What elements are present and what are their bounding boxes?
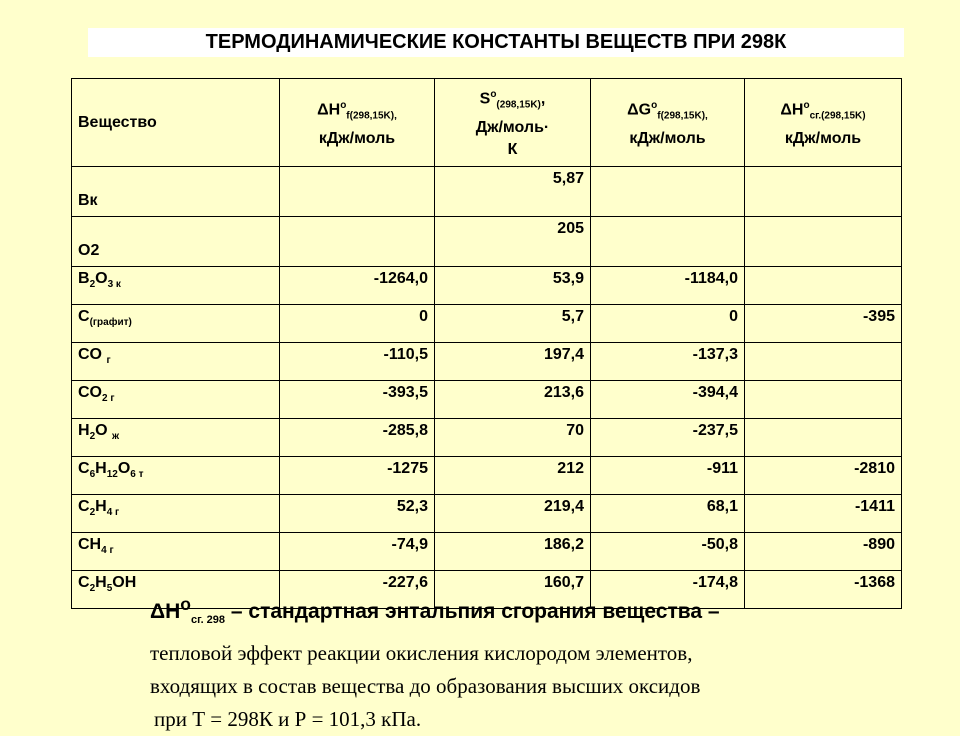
cell-substance: $C_2H_{4 г}$ bbox=[72, 495, 280, 533]
cell-s: 213,6 bbox=[435, 381, 591, 419]
cell-dh: 52,3 bbox=[280, 495, 435, 533]
cell-dg: 0 bbox=[591, 305, 745, 343]
cell-substance: $B_2O_{3 к}$ bbox=[72, 267, 280, 305]
cell-dh: -1275 bbox=[280, 457, 435, 495]
thermo-constants-table bbox=[71, 78, 902, 609]
cell-dhc bbox=[745, 343, 902, 381]
cell-substance: CO $_г$ bbox=[72, 343, 280, 381]
cell-s: 5,7 bbox=[435, 305, 591, 343]
cell-dg: -1184,0 bbox=[591, 267, 745, 305]
cell-s: 70 bbox=[435, 419, 591, 457]
cell-dg: -237,5 bbox=[591, 419, 745, 457]
cell-substance: О2 bbox=[72, 217, 280, 267]
cell-dh: -110,5 bbox=[280, 343, 435, 381]
cell-dh: -1264,0 bbox=[280, 267, 435, 305]
header-entropy: $S^o_{(298,15K)}$, Дж/моль· К bbox=[435, 79, 591, 167]
table-row bbox=[72, 343, 902, 381]
cell-s: 219,4 bbox=[435, 495, 591, 533]
cell-dhc: -2810 bbox=[745, 457, 902, 495]
cell-dh: -285,8 bbox=[280, 419, 435, 457]
header-enthalpy-formation: $\Delta H^o_{f(298,15K),}$ кДж/моль bbox=[280, 79, 435, 167]
cell-dh: -227,6 bbox=[280, 571, 435, 609]
cell-dhc: -1411 bbox=[745, 495, 902, 533]
cell-dg: -911 bbox=[591, 457, 745, 495]
table-row bbox=[72, 267, 902, 305]
table-row bbox=[72, 381, 902, 419]
cell-dg bbox=[591, 167, 745, 217]
cell-dhc: -395 bbox=[745, 305, 902, 343]
definition-line-4: при Т = 298К и Р = 101,3 кПа. bbox=[154, 707, 422, 732]
header-enthalpy-combustion: $\Delta H^o_{сг.(298,15K)}$ кДж/моль bbox=[745, 79, 902, 167]
cell-dg: -174,8 bbox=[591, 571, 745, 609]
cell-substance: $C_{(графит)}$ bbox=[72, 305, 280, 343]
table-row bbox=[72, 457, 902, 495]
cell-dg: -50,8 bbox=[591, 533, 745, 571]
page-title bbox=[88, 28, 904, 57]
cell-s: 160,7 bbox=[435, 571, 591, 609]
cell-s: 186,2 bbox=[435, 533, 591, 571]
cell-dg: -137,3 bbox=[591, 343, 745, 381]
table-row bbox=[72, 419, 902, 457]
cell-substance: $CH_{4 г}$ bbox=[72, 533, 280, 571]
cell-substance: $C_2H_5OH$ bbox=[72, 571, 280, 609]
cell-dh bbox=[280, 167, 435, 217]
table-row bbox=[72, 305, 902, 343]
cell-s: 197,4 bbox=[435, 343, 591, 381]
page-title-text: ТЕРМОДИНАМИЧЕСКИЕ КОНСТАНТЫ ВЕЩЕСТВ ПРИ 298К bbox=[205, 31, 787, 53]
cell-dg bbox=[591, 217, 745, 267]
cell-substance: $C_6H_{12}O_{6 т}$ bbox=[72, 457, 280, 495]
cell-s: 212 bbox=[435, 457, 591, 495]
cell-dhc: -1368 bbox=[745, 571, 902, 609]
cell-dh: -74,9 bbox=[280, 533, 435, 571]
header-gibbs-energy: $\Delta G^o_{f(298,15K),}$ кДж/моль bbox=[591, 79, 745, 167]
cell-dhc: -890 bbox=[745, 533, 902, 571]
cell-s: 205 bbox=[435, 217, 591, 267]
definition-line-2: тепловой эффект реакции окисления кислородом элементов, bbox=[150, 641, 693, 666]
combustion-enthalpy-definition bbox=[150, 588, 910, 736]
cell-dh: -393,5 bbox=[280, 381, 435, 419]
table-row bbox=[72, 533, 902, 571]
cell-dg: 68,1 bbox=[591, 495, 745, 533]
cell-substance: Вк bbox=[72, 167, 280, 217]
cell-dhc bbox=[745, 217, 902, 267]
cell-dhc bbox=[745, 167, 902, 217]
table-header-row bbox=[72, 79, 902, 167]
cell-dh bbox=[280, 217, 435, 267]
cell-dhc bbox=[745, 419, 902, 457]
cell-dh: 0 bbox=[280, 305, 435, 343]
table-row bbox=[72, 217, 902, 267]
table-row bbox=[72, 495, 902, 533]
cell-s: 5,87 bbox=[435, 167, 591, 217]
cell-substance: $H_2O$ $_ж$ bbox=[72, 419, 280, 457]
cell-dg: -394,4 bbox=[591, 381, 745, 419]
definition-line-3: входящих в состав вещества до образования высших оксидов bbox=[150, 674, 701, 699]
cell-s: 53,9 bbox=[435, 267, 591, 305]
cell-dhc bbox=[745, 267, 902, 305]
cell-substance: $CO_{2 г}$ bbox=[72, 381, 280, 419]
definition-line-1: $\Delta H^o_{сг. 298}$ – стандартная энтальпия сгорания вещества – bbox=[150, 594, 720, 627]
table-row bbox=[72, 167, 902, 217]
header-substance: Вещество bbox=[72, 79, 280, 167]
cell-dhc bbox=[745, 381, 902, 419]
